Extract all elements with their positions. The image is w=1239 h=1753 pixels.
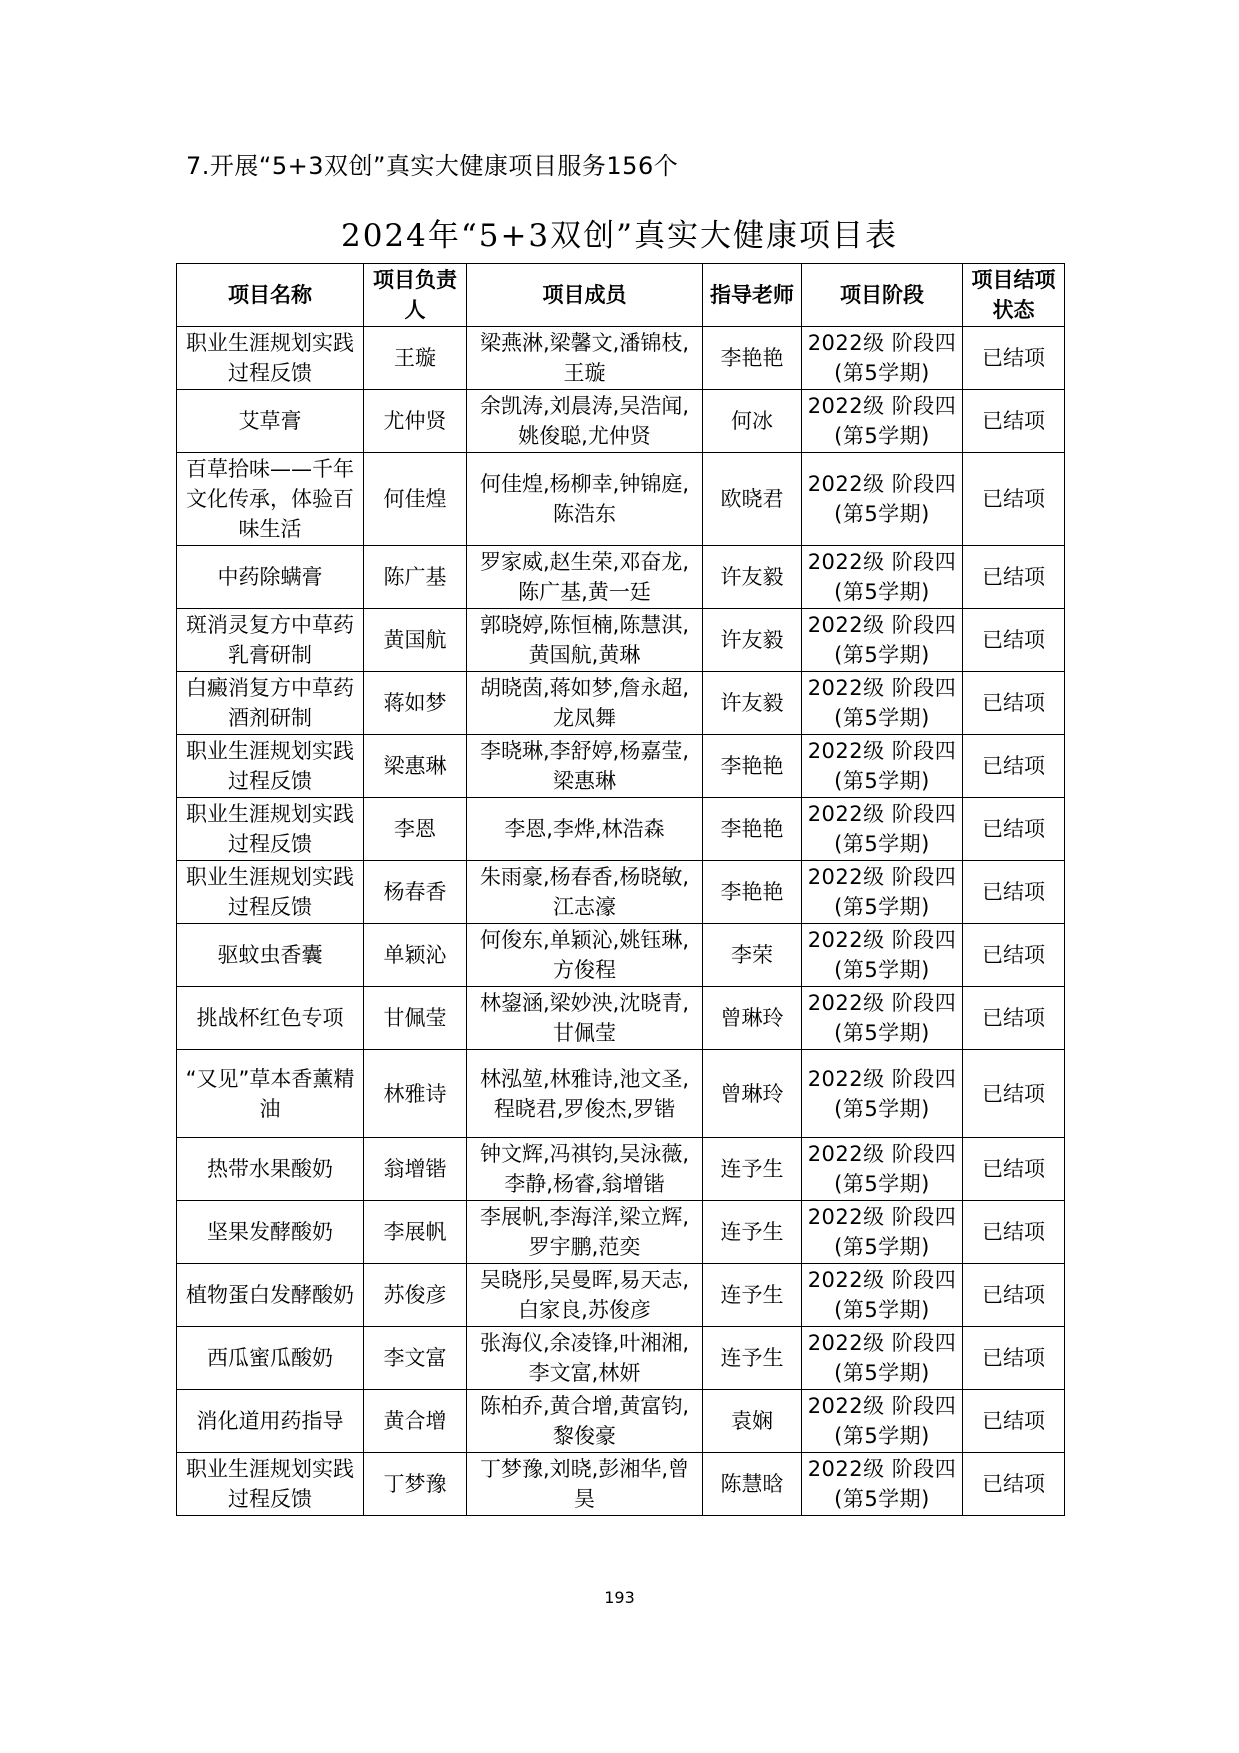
advisor-cell: 陈慧晗 <box>703 1453 802 1516</box>
table-row <box>177 1201 1065 1264</box>
status-cell: 已结项 <box>963 987 1065 1050</box>
stage-cell: 2022级 阶段四(第5学期) <box>802 672 963 735</box>
stage-cell: 2022级 阶段四(第5学期) <box>802 735 963 798</box>
table-title: 2024年“5+3双创”真实大健康项目表 <box>340 218 898 254</box>
advisor-cell: 连予生 <box>703 1327 802 1390</box>
table-row <box>177 1264 1065 1327</box>
stage-cell: 2022级 阶段四(第5学期) <box>802 1390 963 1453</box>
project-name-cell: 热带水果酸奶 <box>177 1138 364 1201</box>
members-cell: 余凯涛,刘晨涛,吴浩闻,姚俊聪,尤仲贤 <box>467 390 703 453</box>
stage-cell: 2022级 阶段四(第5学期) <box>802 924 963 987</box>
table-row <box>177 798 1065 861</box>
status-cell: 已结项 <box>963 1201 1065 1264</box>
stage-cell: 2022级 阶段四(第5学期) <box>802 390 963 453</box>
advisor-cell: 欧晓君 <box>703 453 802 546</box>
project-name-cell: 中药除螨膏 <box>177 546 364 609</box>
advisor-cell: 许友毅 <box>703 672 802 735</box>
table-row <box>177 327 1065 390</box>
header-project-name: 项目名称 <box>177 264 364 327</box>
header-stage: 项目阶段 <box>802 264 963 327</box>
table-row <box>177 672 1065 735</box>
leader-cell: 何佳煌 <box>364 453 467 546</box>
leader-cell: 翁增锴 <box>364 1138 467 1201</box>
status-cell: 已结项 <box>963 1327 1065 1390</box>
table-row <box>177 1327 1065 1390</box>
stage-cell: 2022级 阶段四(第5学期) <box>802 987 963 1050</box>
leader-cell: 丁梦豫 <box>364 1453 467 1516</box>
status-cell: 已结项 <box>963 1264 1065 1327</box>
advisor-cell: 李艳艳 <box>703 327 802 390</box>
project-name-cell: 职业生涯规划实践过程反馈 <box>177 861 364 924</box>
advisor-cell: 曾琳玲 <box>703 1050 802 1138</box>
leader-cell: 陈广基 <box>364 546 467 609</box>
section-heading: 7.开展“5+3双创”真实大健康项目服务156个 <box>186 152 679 180</box>
project-name-cell: 职业生涯规划实践过程反馈 <box>177 1453 364 1516</box>
members-cell: 陈柏乔,黄合增,黄富钧,黎俊豪 <box>467 1390 703 1453</box>
status-cell: 已结项 <box>963 453 1065 546</box>
status-cell: 已结项 <box>963 924 1065 987</box>
leader-cell: 李恩 <box>364 798 467 861</box>
status-cell: 已结项 <box>963 609 1065 672</box>
table-row <box>177 546 1065 609</box>
table-row <box>177 1050 1065 1138</box>
advisor-cell: 李艳艳 <box>703 798 802 861</box>
members-cell: 梁燕淋,梁馨文,潘锦枝,王璇 <box>467 327 703 390</box>
table-row <box>177 861 1065 924</box>
leader-cell: 林雅诗 <box>364 1050 467 1138</box>
members-cell: 何俊东,单颖沁,姚钰琳,方俊程 <box>467 924 703 987</box>
stage-cell: 2022级 阶段四(第5学期) <box>802 1264 963 1327</box>
advisor-cell: 袁娴 <box>703 1390 802 1453</box>
members-cell: 胡晓茵,蒋如梦,詹永超,龙凤舞 <box>467 672 703 735</box>
project-name-cell: 消化道用药指导 <box>177 1390 364 1453</box>
project-name-cell: 职业生涯规划实践过程反馈 <box>177 327 364 390</box>
stage-cell: 2022级 阶段四(第5学期) <box>802 327 963 390</box>
stage-cell: 2022级 阶段四(第5学期) <box>802 609 963 672</box>
project-name-cell: 白癜消复方中草药酒剂研制 <box>177 672 364 735</box>
stage-cell: 2022级 阶段四(第5学期) <box>802 1201 963 1264</box>
members-cell: 郭晓婷,陈恒楠,陈慧淇,黄国航,黄琳 <box>467 609 703 672</box>
status-cell: 已结项 <box>963 798 1065 861</box>
project-name-cell: 职业生涯规划实践过程反馈 <box>177 798 364 861</box>
stage-cell: 2022级 阶段四(第5学期) <box>802 798 963 861</box>
project-name-cell: 斑消灵复方中草药乳膏研制 <box>177 609 364 672</box>
status-cell: 已结项 <box>963 1390 1065 1453</box>
leader-cell: 黄国航 <box>364 609 467 672</box>
members-cell: 李晓琳,李舒婷,杨嘉莹,梁惠琳 <box>467 735 703 798</box>
table-row <box>177 924 1065 987</box>
leader-cell: 梁惠琳 <box>364 735 467 798</box>
leader-cell: 王璇 <box>364 327 467 390</box>
table-row <box>177 609 1065 672</box>
advisor-cell: 何冰 <box>703 390 802 453</box>
advisor-cell: 李荣 <box>703 924 802 987</box>
members-cell: 丁梦豫,刘晓,彭湘华,曾昊 <box>467 1453 703 1516</box>
status-cell: 已结项 <box>963 861 1065 924</box>
status-cell: 已结项 <box>963 327 1065 390</box>
members-cell: 张海仪,余凌锋,叶湘湘,李文富,林妍 <box>467 1327 703 1390</box>
leader-cell: 单颖沁 <box>364 924 467 987</box>
advisor-cell: 曾琳玲 <box>703 987 802 1050</box>
status-cell: 已结项 <box>963 1050 1065 1138</box>
project-name-cell: “又见”草本香薰精油 <box>177 1050 364 1138</box>
table-row <box>177 735 1065 798</box>
members-cell: 朱雨豪,杨春香,杨晓敏,江志濠 <box>467 861 703 924</box>
table-row <box>177 1138 1065 1201</box>
table-row <box>177 453 1065 546</box>
members-cell: 林鋆涵,梁妙泱,沈晓青,甘佩莹 <box>467 987 703 1050</box>
stage-cell: 2022级 阶段四(第5学期) <box>802 1138 963 1201</box>
table-row <box>177 1390 1065 1453</box>
project-name-cell: 驱蚊虫香囊 <box>177 924 364 987</box>
project-table <box>176 263 1065 1516</box>
header-advisor: 指导老师 <box>703 264 802 327</box>
status-cell: 已结项 <box>963 1138 1065 1201</box>
table-row <box>177 390 1065 453</box>
project-name-cell: 坚果发酵酸奶 <box>177 1201 364 1264</box>
header-status: 项目结项状态 <box>963 264 1065 327</box>
status-cell: 已结项 <box>963 1453 1065 1516</box>
stage-cell: 2022级 阶段四(第5学期) <box>802 453 963 546</box>
status-cell: 已结项 <box>963 672 1065 735</box>
members-cell: 李展帆,李海洋,梁立辉,罗宇鹏,范奕 <box>467 1201 703 1264</box>
header-row <box>177 264 1065 327</box>
project-name-cell: 挑战杯红色专项 <box>177 987 364 1050</box>
members-cell: 钟文辉,冯祺钧,吴泳薇,李静,杨睿,翁增锴 <box>467 1138 703 1201</box>
leader-cell: 黄合增 <box>364 1390 467 1453</box>
header-members: 项目成员 <box>467 264 703 327</box>
project-name-cell: 艾草膏 <box>177 390 364 453</box>
project-name-cell: 百草拾味——千年文化传承，体验百味生活 <box>177 453 364 546</box>
stage-cell: 2022级 阶段四(第5学期) <box>802 1453 963 1516</box>
advisor-cell: 连予生 <box>703 1264 802 1327</box>
members-cell: 李恩,李烨,林浩森 <box>467 798 703 861</box>
status-cell: 已结项 <box>963 390 1065 453</box>
status-cell: 已结项 <box>963 546 1065 609</box>
leader-cell: 李展帆 <box>364 1201 467 1264</box>
members-cell: 林泓堃,林雅诗,池文圣,程晓君,罗俊杰,罗锴 <box>467 1050 703 1138</box>
stage-cell: 2022级 阶段四(第5学期) <box>802 1327 963 1390</box>
members-cell: 吴晓彤,吴曼晖,易天志,白家良,苏俊彦 <box>467 1264 703 1327</box>
leader-cell: 蒋如梦 <box>364 672 467 735</box>
members-cell: 何佳煌,杨柳幸,钟锦庭,陈浩东 <box>467 453 703 546</box>
project-name-cell: 职业生涯规划实践过程反馈 <box>177 735 364 798</box>
table-row <box>177 987 1065 1050</box>
project-name-cell: 植物蛋白发酵酸奶 <box>177 1264 364 1327</box>
advisor-cell: 连予生 <box>703 1201 802 1264</box>
advisor-cell: 李艳艳 <box>703 735 802 798</box>
stage-cell: 2022级 阶段四(第5学期) <box>802 1050 963 1138</box>
stage-cell: 2022级 阶段四(第5学期) <box>802 546 963 609</box>
stage-cell: 2022级 阶段四(第5学期) <box>802 861 963 924</box>
leader-cell: 李文富 <box>364 1327 467 1390</box>
advisor-cell: 许友毅 <box>703 546 802 609</box>
advisor-cell: 李艳艳 <box>703 861 802 924</box>
header-leader: 项目负责人 <box>364 264 467 327</box>
leader-cell: 甘佩莹 <box>364 987 467 1050</box>
advisor-cell: 许友毅 <box>703 609 802 672</box>
leader-cell: 杨春香 <box>364 861 467 924</box>
advisor-cell: 连予生 <box>703 1138 802 1201</box>
table-row <box>177 1453 1065 1516</box>
leader-cell: 尤仲贤 <box>364 390 467 453</box>
members-cell: 罗家威,赵生荣,邓奋龙,陈广基,黄一廷 <box>467 546 703 609</box>
project-name-cell: 西瓜蜜瓜酸奶 <box>177 1327 364 1390</box>
page-number: 193 <box>604 1588 635 1607</box>
status-cell: 已结项 <box>963 735 1065 798</box>
leader-cell: 苏俊彦 <box>364 1264 467 1327</box>
